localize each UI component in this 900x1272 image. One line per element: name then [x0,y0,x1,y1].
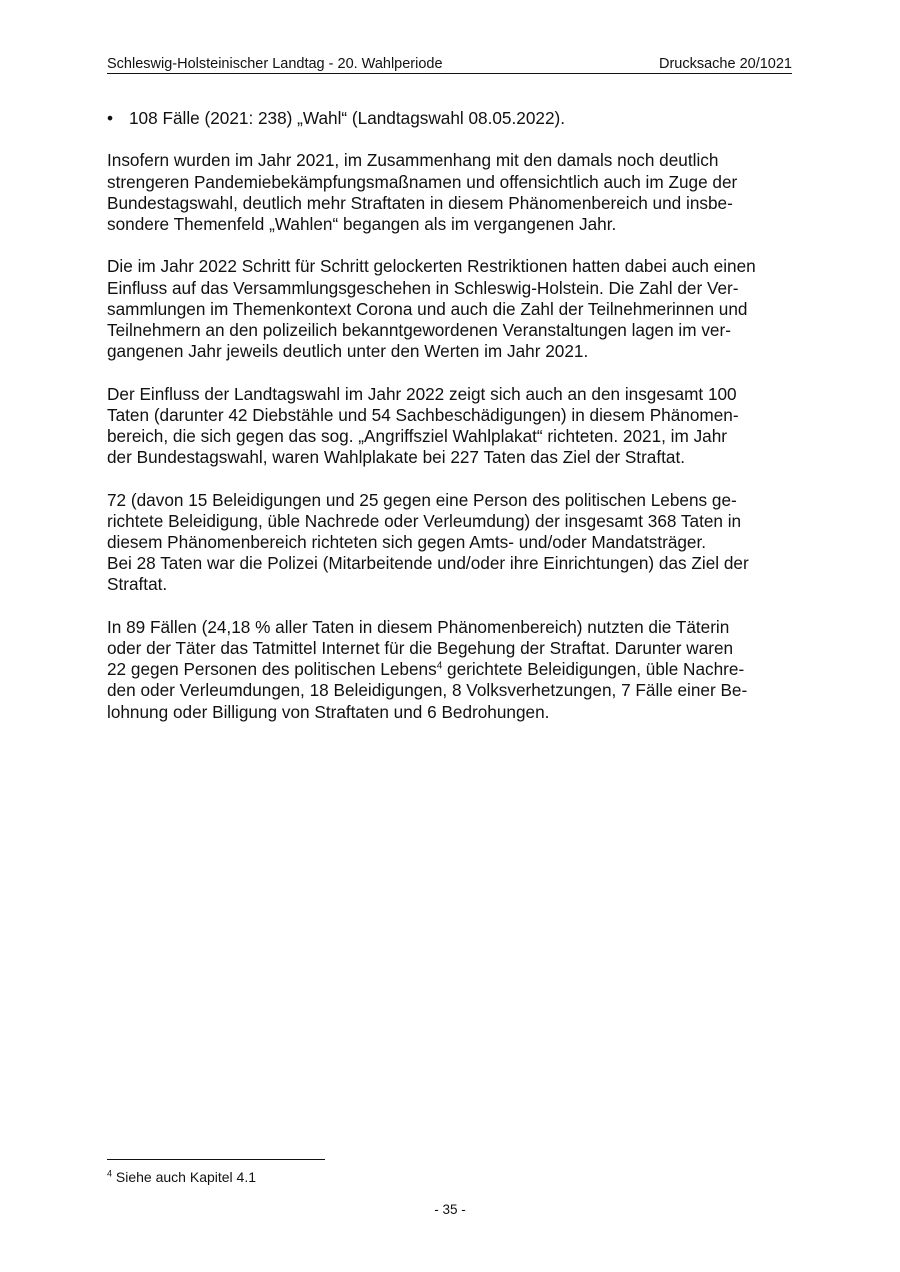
text-line: richtete Beleidigung, üble Nachrede oder Verleumdung) der insgesamt 368 Taten in [107,510,742,531]
text-line [107,659,792,680]
paragraph-5 [107,617,792,723]
text-line: oder der Täter das Tatmittel Internet für die Begehung der Straftat. Darunter waren [107,638,734,658]
text-segment: 22 gegen Personen des politischen Lebens [107,659,437,680]
text-line: lohnung oder Billigung von Straftaten und 6 Bedrohungen. [107,701,550,722]
bullet-text: 108 Fälle (2021: 238) „Wahl“ (Landtagswahl 08.05.2022). [129,108,565,128]
paragraph-1 [107,150,792,235]
footnote-text: Siehe auch Kapitel 4.1 [112,1169,257,1185]
text-line: Taten (darunter 42 Diebstähle und 54 Sachbeschädigungen) in diesem Phänomen- [107,404,739,425]
paragraph-2 [107,256,792,362]
text-line: sondere Themenfeld „Wahlen“ begangen als im vergangenen Jahr. [107,214,617,234]
footnote [107,1168,256,1186]
text-line: der Bundestagswahl, waren Wahlplakate bei 227 Taten das Ziel der Straftat. [107,447,686,468]
text-line: Bundestagswahl, deutlich mehr Straftaten in diesem Phänomenbereich und insbe- [107,192,733,213]
text-line: Die im Jahr 2022 Schritt für Schritt gelockerten Restriktionen hatten dabei auch einen [107,256,756,277]
text-line: diesem Phänomenbereich richteten sich gegen Amts- und/oder Mandatsträger. [107,532,707,552]
text-line: Der Einfluss der Landtagswahl im Jahr 2022 zeigt sich auch an den insgesamt 100 [107,383,737,404]
text-line: strengeren Pandemiebekämpfungsmaßnamen und offensichtlich auch im Zuge der [107,171,738,192]
page-header [107,55,792,74]
text-line: gangenen Jahr jeweils deutlich unter den Werten im Jahr 2021. [107,341,589,362]
text-line: 72 (davon 15 Beleidigungen und 25 gegen eine Person des politischen Lebens ge- [107,489,737,510]
footnote-marker: 4 [107,1168,113,1179]
paragraph-4 [107,490,792,596]
bullet-marker: • [107,108,114,128]
text-line: Bei 28 Taten war die Polizei (Mitarbeitende und/oder ihre Einrichtungen) das Ziel der [107,553,749,574]
text-line: In 89 Fällen (24,18 % aller Taten in diesem Phänomenbereich) nutzten die Täterin [107,616,730,637]
footnote-divider [107,1159,325,1160]
text-line: Insofern wurden im Jahr 2021, im Zusammenhang mit den damals noch deutlich [107,150,719,171]
bullet-item [107,108,792,129]
header-title: Schleswig-Holsteinischer Landtag - 20. Wahlperiode [107,56,443,72]
text-line: Einfluss auf das Versammlungsgeschehen in Schleswig-Holstein. Die Zahl der Ver- [107,277,739,298]
paragraph-3 [107,384,792,469]
text-line: Teilnehmern an den polizeilich bekanntgewordenen Veranstaltungen lagen im ver- [107,320,731,340]
text-line: Straftat. [107,574,168,595]
text-line: den oder Verleumdungen, 18 Beleidigungen, 8 Volksverhetzungen, 7 Fälle einer Be- [107,680,748,701]
text-line: sammlungen im Themenkontext Corona und auch die Zahl der Teilnehmerinnen und [107,298,748,319]
text-segment: gerichtete Beleidigungen, üble Nachre- [442,659,745,680]
document-number: Drucksache 20/1021 [659,56,792,72]
footnote-reference[interactable]: 4 [436,660,443,672]
text-line: bereich, die sich gegen das sog. „Angriffsziel Wahlplakat“ richteten. 2021, im Jahr [107,426,728,446]
main-text [107,108,792,723]
page-number: - 35 - [434,1202,466,1217]
